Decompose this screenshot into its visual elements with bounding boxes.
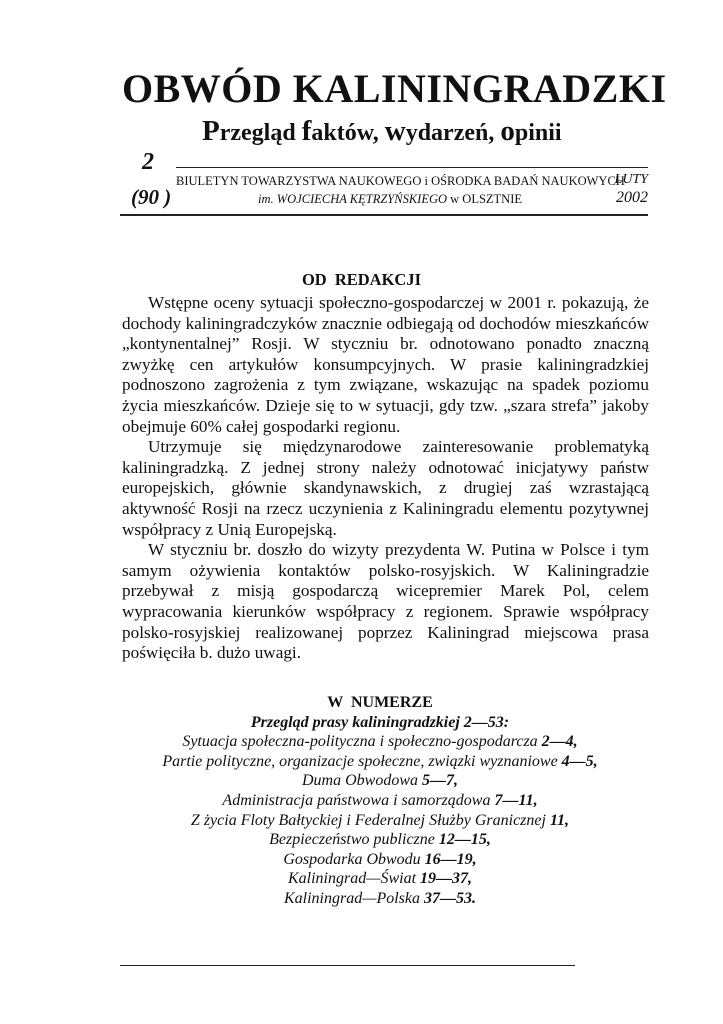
publication-subtitle bbox=[202, 116, 562, 148]
editorial-paragraph: W styczniu br. doszło do wizyty prezydenta W. Putina w Polsce i tym samym ożywienia kontaktów polsko-rosyjskich. W Kaliningradzie przebywał z misją gospodarczą wicepremier Marek Pol, celem wypracowania kierunków współpracy z regionem. Sprawie współpracy polsko-rosyjskiej realizowanej poprzez Kaliningrad miejscowa prasa poświęciła b. dużo uwagi. bbox=[122, 540, 649, 663]
subtitle-part: pinii bbox=[514, 120, 562, 146]
header-rule-top bbox=[176, 167, 648, 168]
header-rule-bottom bbox=[120, 214, 648, 216]
toc-item bbox=[100, 791, 660, 811]
toc-item-title: Kaliningrad—Polska bbox=[283, 889, 424, 907]
toc-heading: W NUMERZE bbox=[327, 694, 433, 711]
subtitle-part: ydarzeń, bbox=[405, 120, 501, 146]
issue-year: 2002 bbox=[616, 189, 648, 206]
editorial-paragraph: Wstępne oceny sytuacji społeczno-gospodarczej w 2001 r. pokazują, że dochody kaliningradczyków znacznie odbiegają od dochodów mieszkańców „kontynentalnej” Rosji. W styczniu br. odnotowano ponadto znaczną zwyżkę cen artykułów konsumpcyjnych. W prasie kaliningradzkiej podnoszono zagrożenia z tym związane, wskazując na spadek poziomu życia mieszkańców. Dzieje się to w sytuacji, gdy tzw. „szara strefa” jakoby obejmuje 60% całej gospodarki regionu. bbox=[122, 293, 649, 436]
toc-item bbox=[100, 732, 660, 752]
toc-item-pages: 4—5, bbox=[561, 752, 598, 770]
bulletin-line-1: BIULETYN TOWARZYSTWA NAUKOWEGO i OŚRODKA BADAŃ NAUKOWYCH bbox=[176, 174, 625, 188]
issue-number: 2 bbox=[142, 149, 154, 175]
editorial-heading: OD REDAKCJI bbox=[301, 270, 422, 289]
editorial-paragraph: Utrzymuje się międzynarodowe zainteresowanie problematyką kaliningradzką. Z jednej strony należy odnotować inicjatywy państw europejskich, głównie skandynawskich, z drugiej zaś wzrastającą aktywność Rosji na rzecz uczynienia z Kaliningradu elementu pozytywnej współpracy z Unią Europejską. bbox=[122, 437, 649, 539]
toc-item-title: Duma Obwodowa bbox=[301, 772, 422, 790]
issue-month: LUTY bbox=[614, 172, 648, 187]
toc-item bbox=[100, 771, 660, 791]
toc-item-pages: 7—11, bbox=[494, 791, 538, 809]
toc-item-pages: 16—19, bbox=[424, 850, 477, 868]
bulletin-suffix: w OLSZTNIE bbox=[447, 192, 523, 206]
toc-item-pages: 5—7, bbox=[422, 772, 458, 790]
toc-item-title: Administracja państwowa i samorządowa bbox=[222, 791, 495, 809]
toc-item bbox=[100, 869, 660, 889]
toc-item-title: Sytuacja społeczna-polityczna i społeczno-gospodarcza bbox=[182, 733, 542, 751]
issue-cumulative-number: (90 ) bbox=[131, 185, 172, 209]
publication-title: OBWÓD KALININGRADZKI bbox=[122, 66, 667, 111]
bulletin-patron-name: WOJCIECHA KĘTRZYŃSKIEGO bbox=[276, 192, 448, 206]
subtitle-part: f bbox=[301, 115, 312, 147]
toc-item bbox=[100, 811, 660, 831]
toc-item-pages: 37—53. bbox=[424, 889, 476, 907]
toc-item-title: Partie polityczne, organizacje społeczne, związki wyznaniowe bbox=[162, 752, 562, 770]
subtitle-part: aktów, bbox=[311, 120, 385, 146]
footer-rule bbox=[120, 965, 575, 966]
toc-item-pages: 11, bbox=[549, 811, 570, 829]
bulletin-line-2 bbox=[258, 191, 522, 207]
toc-item-title: Kaliningrad—Świat bbox=[287, 870, 421, 888]
bulletin-prefix: im. bbox=[258, 192, 277, 206]
toc-item bbox=[100, 752, 660, 772]
subtitle-part: rzegląd bbox=[219, 120, 302, 146]
subtitle-part: w bbox=[384, 115, 406, 147]
toc-item-title: Z życia Floty Bałtyckiej i Federalnej Służby Granicznej bbox=[190, 811, 550, 829]
toc-item bbox=[100, 889, 660, 909]
toc-main-entry: Przegląd prasy kaliningradzkiej 2—53: bbox=[250, 713, 510, 731]
subtitle-part: o bbox=[500, 115, 515, 147]
toc-item bbox=[100, 850, 660, 870]
subtitle-part: P bbox=[202, 115, 220, 147]
table-of-contents bbox=[100, 693, 660, 909]
toc-item-pages: 2—4, bbox=[541, 733, 578, 751]
toc-item bbox=[100, 830, 660, 850]
toc-item-title: Gospodarka Obwodu bbox=[283, 850, 425, 868]
toc-item-pages: 19—37, bbox=[420, 870, 473, 888]
toc-item-title: Bezpieczeństwo publiczne bbox=[269, 831, 439, 849]
editorial-body bbox=[122, 293, 649, 664]
toc-item-pages: 12—15, bbox=[438, 831, 491, 849]
